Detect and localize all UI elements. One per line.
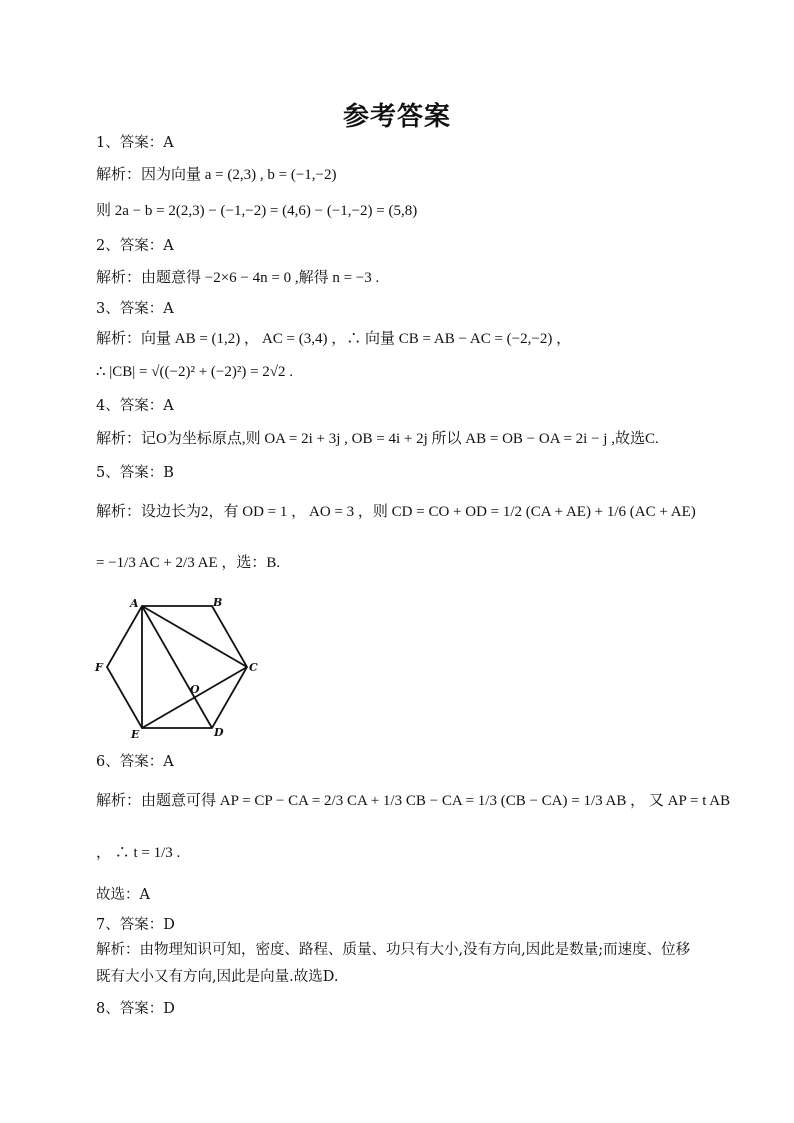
explanation-2: 解析：由题意得 −2×6 − 4n = 0 ,解得 n = −3 . xyxy=(96,270,380,286)
explanation-3-line-1: 解析：向量 AB = (1,2) ， AC = (3,4) ，∴ 向量 CB = AB − AC = (−2,−2) ， xyxy=(96,331,572,347)
answer-6: 6、答案：A xyxy=(96,754,174,770)
label-b: B xyxy=(213,596,223,609)
explanation-1-line-1: 解析：因为向量 a = (2,3) , b = (−1,−2) xyxy=(96,167,337,183)
hexagon-figure xyxy=(92,596,267,746)
label-a: A xyxy=(130,597,139,610)
explanation-1-line-2: 则 2a − b = 2(2,3) − (−1,−2) = (4,6) − (−1,−2) = (5,8) xyxy=(96,203,418,219)
explanation-3-line-2: ∴ |CB| = √((−2)² + (−2)²) = 2√2 . xyxy=(96,364,294,380)
answer-7: 7、答案：D xyxy=(96,917,175,933)
explanation-5-line-1: 解析：设边长为2，有 OD = 1 ， AO = 3 ，则 CD = CO + OD = 1/2 (CA + AE) + 1/6 (AC + AE) xyxy=(96,504,696,520)
answer-5: 5、答案：B xyxy=(96,465,174,481)
answer-2: 2、答案：A xyxy=(96,238,174,254)
answer-4: 4、答案：A xyxy=(96,398,174,414)
explanation-6-conclusion: 故选：A xyxy=(96,887,150,903)
segment-ec xyxy=(142,667,247,728)
label-f: F xyxy=(95,661,103,674)
answer-3: 3、答案：A xyxy=(96,301,174,317)
explanation-6-line-1: 解析：由题意可得 AP = CP − CA = 2/3 CA + 1/3 CB − CA = 1/3 (CB − CA) = 1/3 AB ， 又 AP = t AB xyxy=(96,793,731,809)
explanation-5-line-2: = −1/3 AC + 2/3 AE ，选：B. xyxy=(96,555,281,571)
label-c: C xyxy=(249,661,258,674)
explanation-6-line-2: ， ∴ t = 1/3 . xyxy=(96,845,181,861)
label-o: O xyxy=(190,683,200,696)
answer-1: 1、答案：A xyxy=(96,135,174,151)
label-d: D xyxy=(214,726,224,739)
segment-ad xyxy=(142,606,212,728)
segment-ac xyxy=(142,606,247,667)
page-title: 参考答案 xyxy=(342,102,451,132)
explanation-7: 解析：由物理知识可知，密度、路程、质量、功只有大小,没有方向,因此是数量;而速度、位移既有大小又有方向,因此是向量.故选D. xyxy=(96,942,691,985)
label-e: E xyxy=(131,728,140,741)
answer-8: 8、答案：D xyxy=(96,1001,175,1017)
explanation-4: 解析：记O为坐标原点,则 OA = 2i + 3j , OB = 4i + 2j 所以 AB = OB − OA = 2i − j ,故选C. xyxy=(96,431,659,447)
